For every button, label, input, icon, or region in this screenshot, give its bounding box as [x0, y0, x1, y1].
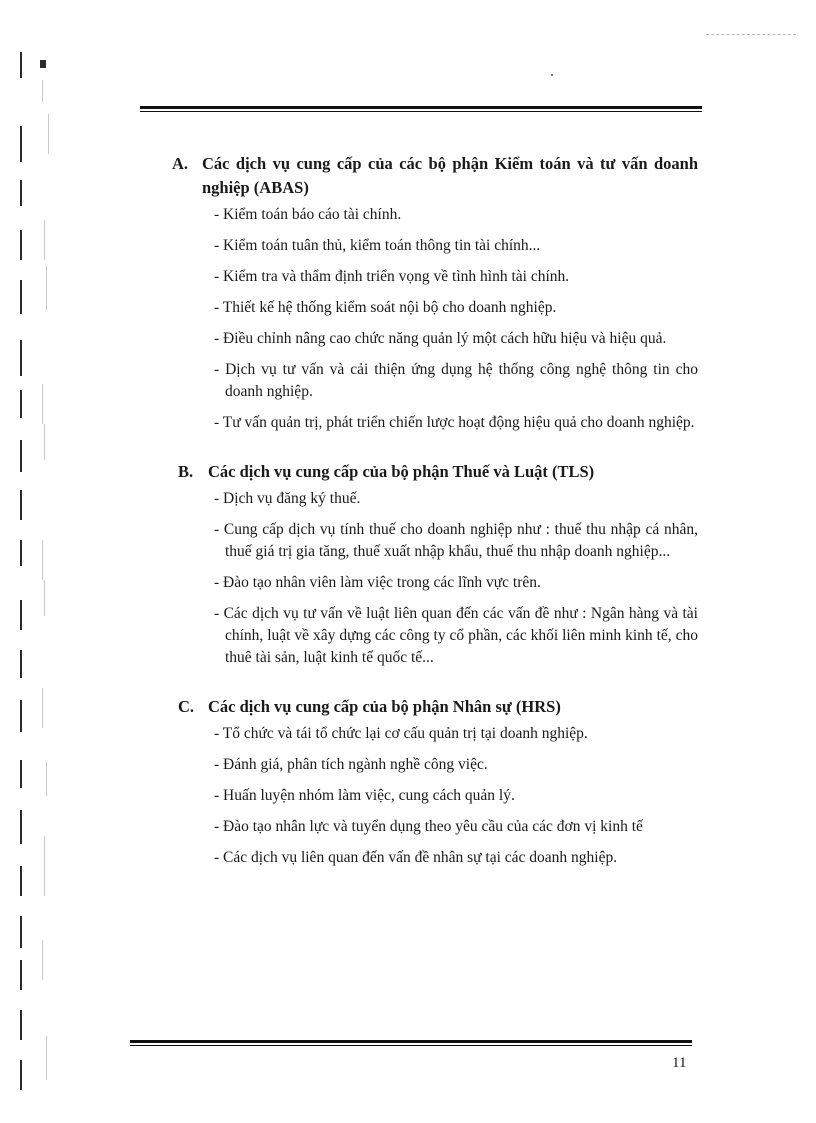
page-content	[172, 152, 698, 878]
list-item: - Các dịch vụ tư vấn về luật liên quan đến các vấn đề như : Ngân hàng và tài chính, luật về xây dựng các công ty cổ phần, các khối liên minh kinh tế, cho thuê tài sản, luật kinh tế quốc tế...	[214, 605, 698, 666]
list-item: - Cung cấp dịch vụ tính thuế cho doanh nghiệp như : thuế thu nhập cá nhân, thuế giá trị gia tăng, thuế xuất nhập khẩu, thuế thu nhập doanh nghiệp...	[214, 521, 698, 560]
list-item: - Huấn luyện nhóm làm việc, cung cách quản lý.	[214, 787, 515, 804]
page-number: 11	[672, 1055, 687, 1071]
list-item: - Dịch vụ tư vấn và cải thiện ứng dụng hệ thống công nghệ thông tin cho doanh nghiệp.	[214, 361, 698, 400]
list-item: - Kiểm tra và thẩm định triển vọng về tình hình tài chính.	[214, 268, 570, 285]
list-item: - Đánh giá, phân tích ngành nghề công việc.	[214, 756, 488, 773]
list-item: - Dịch vụ đăng ký thuế.	[214, 490, 361, 507]
list-item: - Kiểm toán báo cáo tài chính.	[214, 206, 402, 223]
section-hrs	[172, 695, 698, 869]
list-item: - Điều chỉnh nâng cao chức năng quản lý một cách hữu hiệu và hiệu quả.	[214, 330, 667, 347]
list-item: - Đào tạo nhân viên làm việc trong các lĩnh vực trên.	[214, 574, 541, 591]
section-heading	[178, 695, 698, 719]
scan-dot	[551, 74, 553, 76]
corner-dash-marks	[706, 34, 796, 37]
list-item: - Đào tạo nhân lực và tuyển dụng theo yêu cầu của các đơn vị kinh tế	[214, 818, 643, 835]
section-title: Các dịch vụ cung cấp của bộ phận Thuế và Luật (TLS)	[208, 462, 595, 481]
section-title: Các dịch vụ cung cấp của các bộ phận Kiểm toán và tư vấn doanh nghiệp (ABAS)	[202, 154, 698, 197]
section-heading	[172, 152, 698, 200]
list-item: - Kiểm toán tuân thủ, kiểm toán thông tin tài chính...	[214, 237, 541, 254]
section-abas	[172, 152, 698, 434]
section-list	[172, 204, 698, 434]
list-item: - Thiết kế hệ thống kiểm soát nội bộ cho doanh nghiệp.	[214, 299, 557, 316]
section-tls	[172, 460, 698, 669]
section-letter: A.	[172, 154, 189, 173]
section-heading	[178, 460, 698, 484]
section-letter: B.	[178, 462, 194, 481]
section-list	[172, 723, 698, 869]
footer-rule	[130, 1040, 692, 1046]
header-rule	[140, 106, 702, 112]
list-item: - Tư vấn quản trị, phát triển chiến lược hoạt động hiệu quả cho doanh nghiệp.	[214, 414, 695, 431]
binding-marks	[18, 40, 58, 1100]
section-letter: C.	[178, 697, 195, 716]
list-item: - Các dịch vụ liên quan đến vấn đề nhân sự tại các doanh nghiệp.	[214, 849, 618, 866]
list-item: - Tổ chức và tái tổ chức lại cơ cấu quản trị tại doanh nghiệp.	[214, 725, 588, 742]
section-title: Các dịch vụ cung cấp của bộ phận Nhân sự (HRS)	[208, 697, 561, 716]
section-list	[172, 488, 698, 669]
